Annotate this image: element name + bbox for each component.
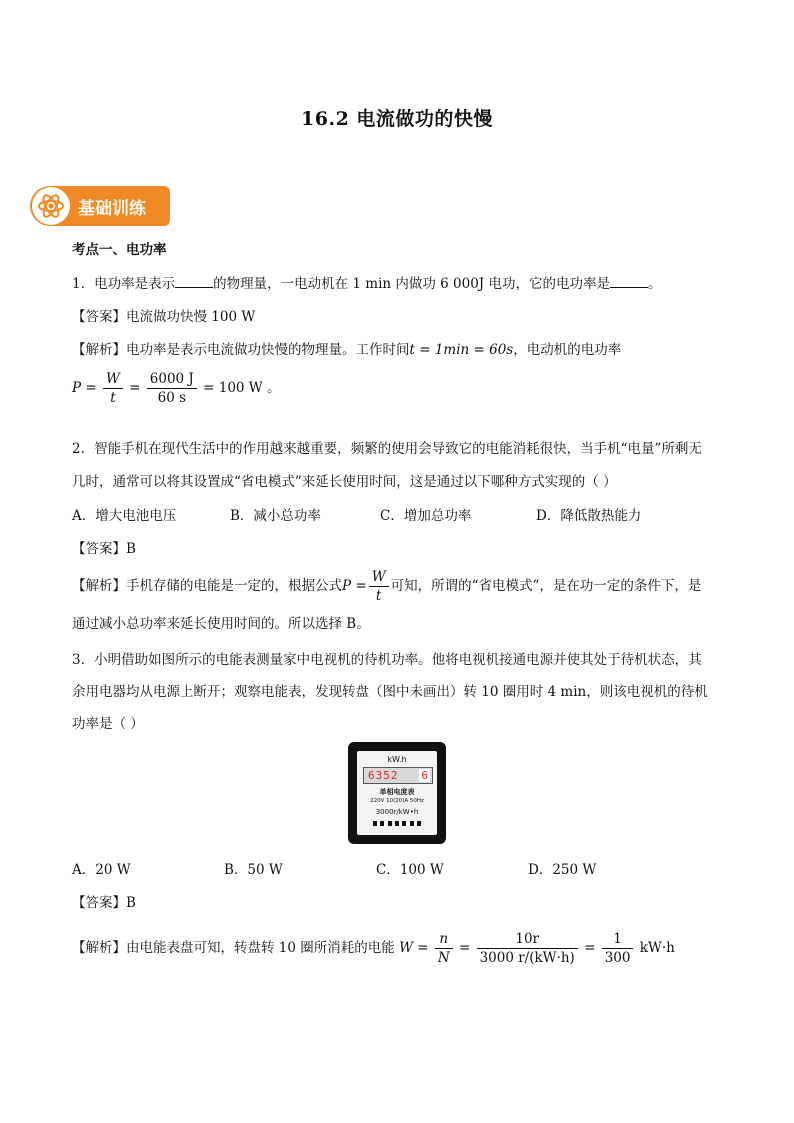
- q2-analysis-line-1: 【解析】手机存储的电能是一定的，根据公式P = $\frac{W}{t}$ 可知，所谓的“省电模式”，是在功一定的条件下，是: [72, 569, 702, 604]
- q2-option-b: B．减小总功率: [230, 508, 321, 524]
- meter-display: [363, 767, 433, 784]
- question-3-line-2: 余用电器均从电源上断开；观察电能表，发现转盘（图中未画出）转 10 圈用时 4 min，则该电视机的待机: [72, 684, 708, 700]
- q3-analysis: 【解析】由电能表盘可知，转盘转 10 圈所消耗的电能 W = $\frac{n}{N}$ = $\frac{10r}{3000 r/(kW\cdot h)}$ = $\frac{1}{300}$ kW·h: [72, 931, 675, 966]
- q3-option-d: D．250 W: [528, 862, 597, 878]
- meter-unit: kW.h: [387, 755, 407, 764]
- meter-name: 单相电度表: [379, 788, 415, 796]
- q1-answer: 【答案】电流做功快慢 100 W: [72, 309, 256, 325]
- meter-digits: 6352: [368, 769, 399, 782]
- question-3-line-1: 3．小明借助如图所示的电能表测量家中电视机的待机功率。他将电视机接通电源并使其处于待机状态，其: [72, 652, 702, 668]
- answer-blank: [175, 275, 213, 288]
- q1-formula: P = $\frac{W}{t}$ = $\frac{6000 J}{60 s}$ = 100 W 。: [72, 371, 281, 406]
- q2-analysis-line-2: 通过减小总功率来延长使用时间的。所以选择 B。: [72, 616, 370, 632]
- q3-answer: 【答案】B: [72, 895, 136, 911]
- question-1: 1．电功率是表示 的物理量，一电动机在 1 min 内做功 6 000J 电功，它的电功率是 。: [72, 276, 662, 292]
- topic-heading: 考点一、电功率: [72, 242, 167, 258]
- answer-blank: [610, 275, 648, 288]
- section-badge: [30, 186, 170, 226]
- meter-spec: 220V 10(20)A 50Hz: [370, 798, 424, 804]
- q1-analysis: 【解析】电功率是表示电流做功快慢的物理量。工作时间t = 1min = 60s，电动机的电功率: [72, 342, 622, 358]
- electric-meter-figure: [348, 742, 446, 844]
- atom-icon: [32, 187, 70, 225]
- q2-option-c: C．增加总功率: [380, 508, 472, 524]
- meter-last-digit: 6: [421, 769, 428, 782]
- section-label: 基础训练: [78, 198, 146, 219]
- q2-answer: 【答案】B: [72, 541, 136, 557]
- q2-option-a: A．增大电池电压: [72, 508, 177, 524]
- q3-option-c: C．100 W: [376, 862, 444, 878]
- q2-option-d: D．降低散热能力: [536, 508, 642, 524]
- page-title: 16.2 电流做功的快慢: [301, 108, 493, 130]
- q3-option-a: A．20 W: [72, 862, 131, 878]
- meter-terminals: [373, 821, 421, 826]
- question-3-line-3: 功率是（ ）: [72, 716, 144, 732]
- question-2-line-1: 2．智能手机在现代生活中的作用越来越重要，频繁的使用会导致它的电能消耗很快，当手机“电量”所剩无: [72, 441, 702, 457]
- q3-option-b: B．50 W: [224, 862, 283, 878]
- question-2-line-2: 几时，通常可以将其设置成“省电模式”来延长使用时间，这是通过以下哪种方式实现的（ ）: [72, 474, 617, 490]
- meter-constant: 3000r/kW•h: [375, 808, 419, 816]
